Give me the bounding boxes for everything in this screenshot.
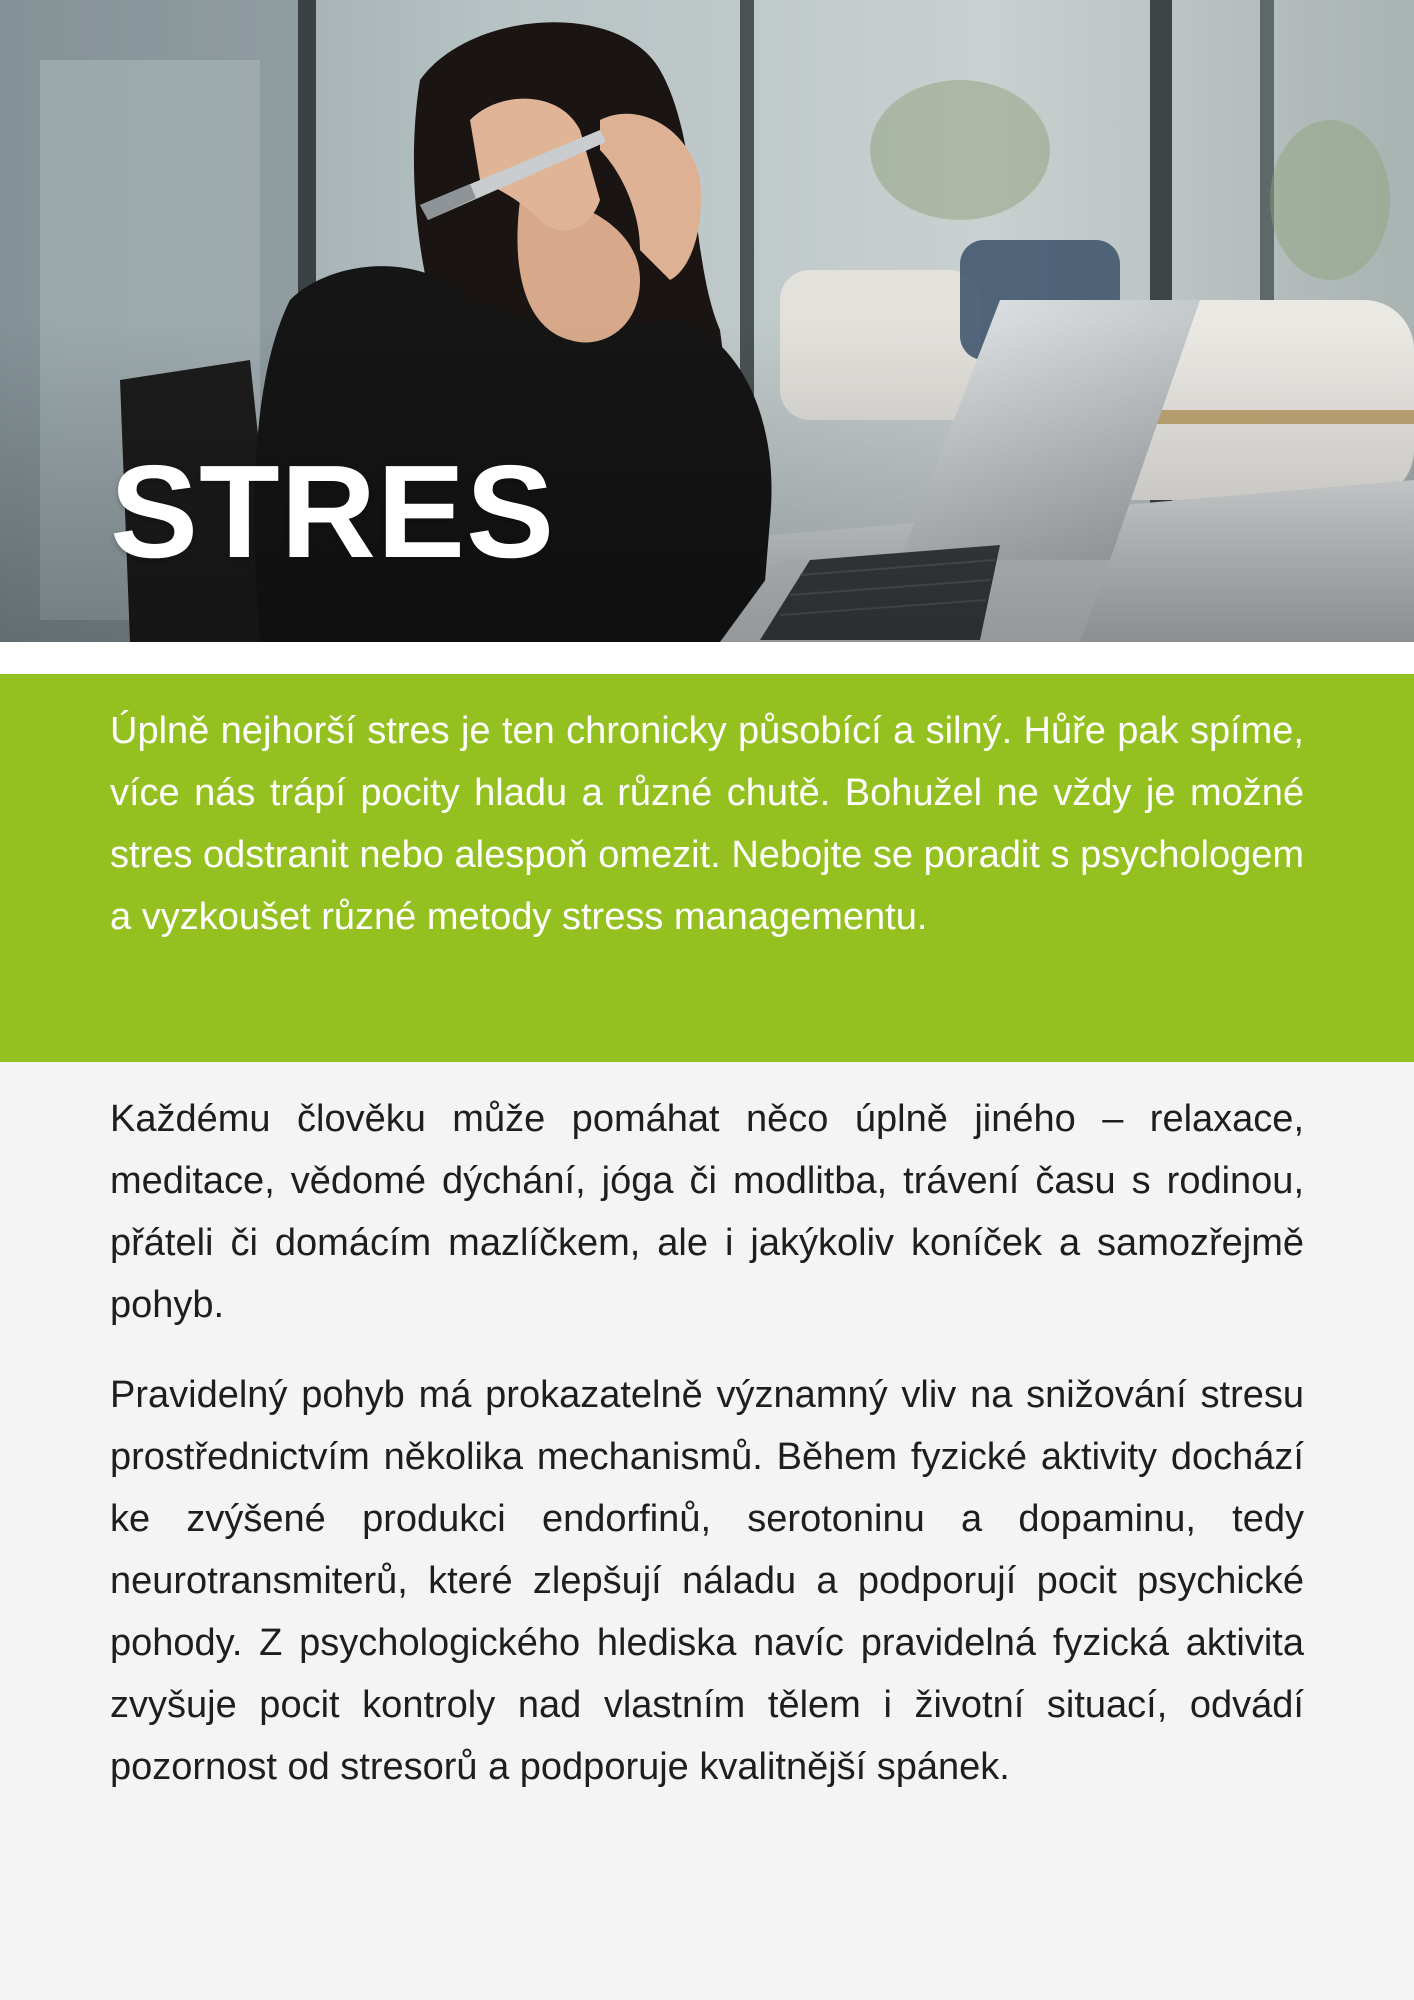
body-paragraph-2: Pravidelný pohyb má prokazatelně významný vliv na snižování stresu prostřednictvím několika mechanismů. Během fyzické aktivity dochází ke zvýšené produkci endorfinů, serotoninu a dopaminu, tedy neurotransmiterů, které zlepšují náladu a podporují pocit psychické pohody. Z psychologického hlediska navíc pravidelná fyzická aktivita zvyšuje pocit kontroly nad vlastním tělem i životní situací, odvádí pozornost od stresorů a podporuje kvalitnější spánek. (110, 1374, 1304, 1788)
intro-paragraph: Úplně nejhorší stres je ten chronicky působící a silný. Hůře pak spíme, více nás trápí pocity hladu a různé chutě. Bohužel ne vždy je možné stres odstranit nebo alespoň omezit. Nebojte se poradit s psychologem a vyzkoušet různé metody stress managementu. (110, 710, 1304, 938)
hero-photo (0, 0, 1414, 642)
white-divider (0, 642, 1414, 674)
body-paragraph-1: Každému člověku může pomáhat něco úplně jiného – relaxace, meditace, vědomé dýchání, jóga či modlitba, trávení času s rodinou, přáteli či domácím mazlíčkem, ale i jakýkoliv koníček a samozřejmě pohyb. (110, 1098, 1304, 1326)
page-title: STRES (110, 438, 556, 585)
